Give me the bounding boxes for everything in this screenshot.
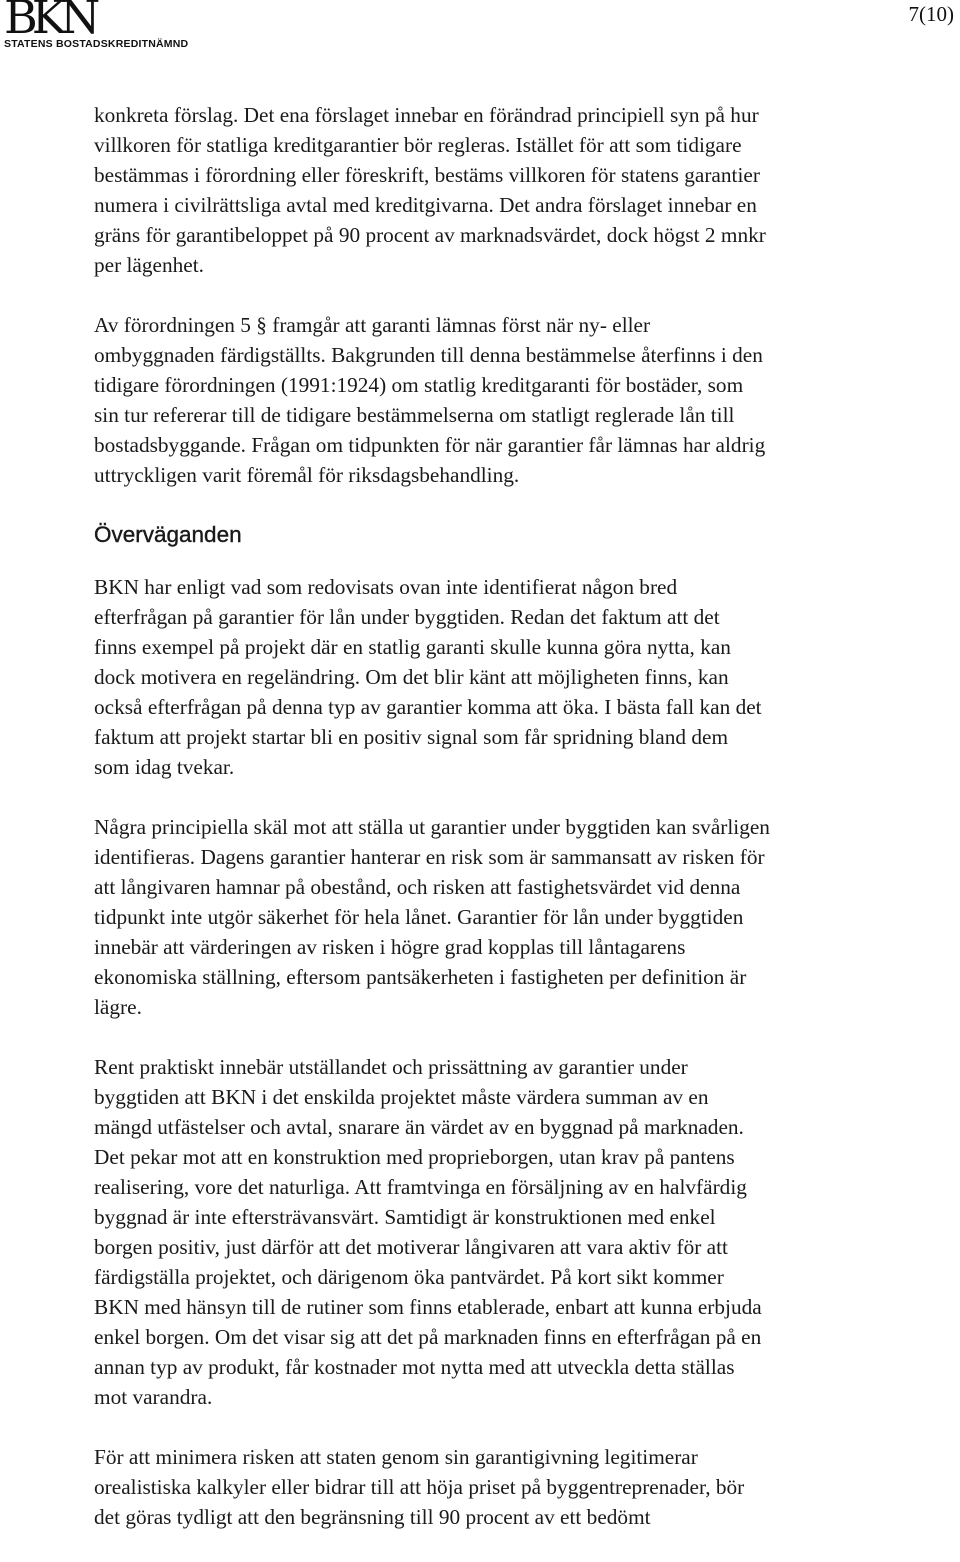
text-line: tidpunkt inte utgör säkerhet för hela lånet. Garantier för lån under byggtiden xyxy=(94,905,744,929)
text-line: Av förordningen 5 § framgår att garanti lämnas först när ny- eller xyxy=(94,313,651,337)
text-line: Några principiella skäl mot att ställa ut garantier under byggtiden kan svårligen xyxy=(94,815,770,839)
text-line: efterfrågan på garantier för lån under byggtiden. Redan det faktum att det xyxy=(94,605,720,629)
paragraph xyxy=(94,812,960,1022)
text-line: uttryckligen varit föremål för riksdagsbehandling. xyxy=(94,463,520,487)
text-line: mängd utfästelser och avtal, snarare än värdet av en byggnad på marknaden. xyxy=(94,1115,744,1139)
logo-subtitle: STATENS BOSTADSKREDITNÄMND xyxy=(4,38,189,50)
text-line: BKN med hänsyn till de rutiner som finns etablerade, enbart att kunna erbjuda xyxy=(94,1295,762,1319)
paragraph xyxy=(94,100,960,280)
text-line: byggnad är inte eftersträvansvärt. Samtidigt är konstruktionen med enkel xyxy=(94,1205,716,1229)
text-line: realisering, vore det naturliga. Att framtvinga en försäljning av en halvfärdig xyxy=(94,1175,747,1199)
text-line: För att minimera risken att staten genom sin garantigivning legitimerar xyxy=(94,1445,698,1469)
text-line: lägre. xyxy=(94,995,142,1019)
text-line: identifieras. Dagens garantier hanterar en risk som är sammansatt av risken för xyxy=(94,845,765,869)
text-line: bostadsbyggande. Frågan om tidpunkten för när garantier får lämnas har aldrig xyxy=(94,433,766,457)
bkn-logo xyxy=(4,0,189,52)
text-line: BKN har enligt vad som redovisats ovan inte identifierat någon bred xyxy=(94,575,678,599)
document-body xyxy=(94,100,960,1562)
text-line: villkoren för statliga kreditgarantier bör regleras. Istället för att som tidigare xyxy=(94,133,742,157)
logo-mark: BKN xyxy=(4,0,95,44)
text-line: per lägenhet. xyxy=(94,253,204,277)
paragraph xyxy=(94,1052,960,1412)
text-line: det göras tydligt att den begränsning till 90 procent av ett bedömt xyxy=(94,1505,651,1529)
text-line: finns exempel på projekt där en statlig garanti skulle kunna göra nytta, kan xyxy=(94,635,731,659)
text-line: bestämmas i förordning eller föreskrift, bestäms villkoren för statens garantier xyxy=(94,163,760,187)
text-line: numera i civilrättsliga avtal med kreditgivarna. Det andra förslaget innebar en xyxy=(94,193,757,217)
page-number: 7(10) xyxy=(908,2,954,26)
text-line: innebär att värderingen av risken i högre grad kopplas till låntagarens xyxy=(94,935,686,959)
text-line: tidigare förordningen (1991:1924) om statlig kreditgaranti för bostäder, som xyxy=(94,373,744,397)
text-line: också efterfrågan på denna typ av garantier komma att öka. I bästa fall kan det xyxy=(94,695,762,719)
text-line: ombyggnaden färdigställts. Bakgrunden till denna bestämmelse återfinns i den xyxy=(94,343,763,367)
text-line: gräns för garantibeloppet på 90 procent av marknadsvärdet, dock högst 2 mnkr xyxy=(94,223,766,247)
text-line: enkel borgen. Om det visar sig att det på marknaden finns en efterfrågan på en xyxy=(94,1325,762,1349)
text-line: sin tur refererar till de tidigare bestämmelserna om statligt reglerade lån till xyxy=(94,403,735,427)
text-line: borgen positiv, just därför att det motiverar långivaren att vara aktiv för att xyxy=(94,1235,728,1259)
section-heading: Överväganden xyxy=(94,522,242,547)
text-line: annan typ av produkt, får kostnader mot nytta med att utveckla detta ställas xyxy=(94,1355,735,1379)
text-line: konkreta förslag. Det ena förslaget innebar en förändrad principiell syn på hur xyxy=(94,103,759,127)
text-line: Rent praktiskt innebär utställandet och prissättning av garantier under xyxy=(94,1055,688,1079)
text-line: faktum att projekt startar bli en positiv signal som får spridning bland dem xyxy=(94,725,729,749)
text-line: att långivaren hamnar på obestånd, och risken att fastighetsvärdet vid denna xyxy=(94,875,741,899)
text-line: orealistiska kalkyler eller bidrar till att höja priset på byggentreprenader, bör xyxy=(94,1475,745,1499)
text-line: byggtiden att BKN i det enskilda projektet måste värdera summan av en xyxy=(94,1085,709,1109)
text-line: Det pekar mot att en konstruktion med proprieborgen, utan krav på pantens xyxy=(94,1145,735,1169)
paragraph xyxy=(94,572,960,782)
text-line: ekonomiska ställning, eftersom pantsäkerheten i fastigheten per definition är xyxy=(94,965,747,989)
text-line: färdigställa projektet, och därigenom öka pantvärdet. På kort sikt kommer xyxy=(94,1265,724,1289)
paragraph xyxy=(94,310,960,490)
text-line: dock motivera en regeländring. Om det blir känt att möjligheten finns, kan xyxy=(94,665,729,689)
text-line: mot varandra. xyxy=(94,1385,213,1409)
text-line: som idag tvekar. xyxy=(94,755,235,779)
paragraph xyxy=(94,1442,960,1532)
